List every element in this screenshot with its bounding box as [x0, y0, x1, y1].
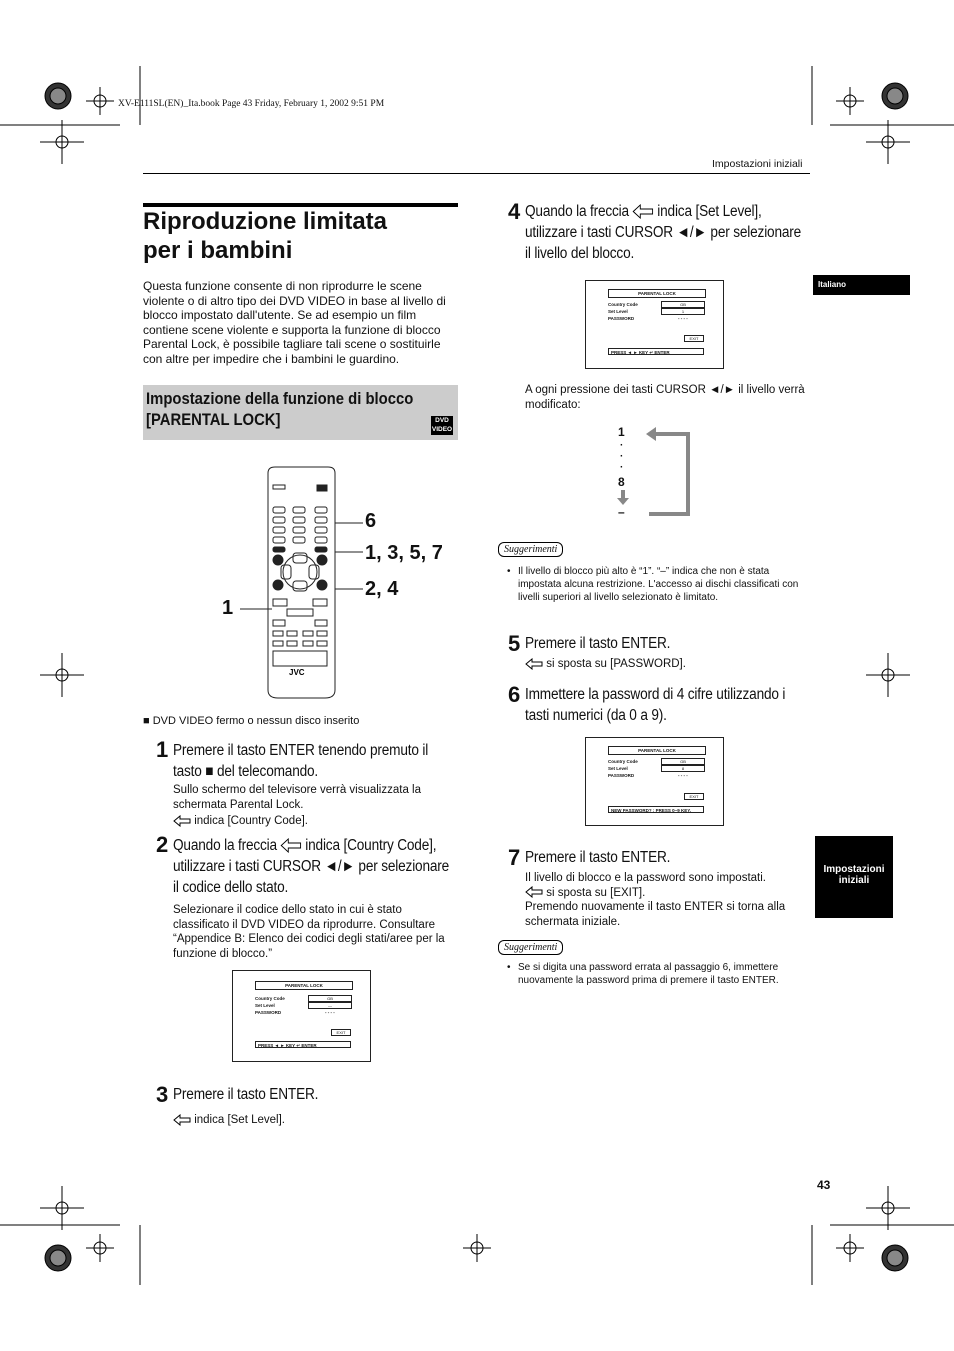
arrow-icon	[525, 658, 543, 670]
osd-newpass-bar	[608, 806, 704, 813]
osd-level: Set Level	[608, 766, 628, 771]
step1-text	[173, 740, 455, 782]
callout-1-left: 1	[222, 597, 234, 619]
osd-exit: EXIT	[331, 1029, 351, 1036]
step3-desc-row	[173, 1113, 285, 1128]
step1-desc	[173, 783, 463, 829]
step3-desc: indica [Set Level].	[194, 1114, 285, 1126]
step4-line1b: indica [Set Level],	[657, 203, 762, 220]
osd-screen-3	[585, 737, 724, 826]
tips-badge-1	[498, 542, 563, 557]
osd-password: PASSWORD	[608, 316, 635, 321]
step4-line1a: Quando la freccia	[525, 203, 629, 220]
step6-number: 6	[508, 682, 521, 707]
arrow-icon	[173, 815, 191, 827]
step2-line2: utilizzare i tasti CURSOR ◄/► per selezionare	[173, 858, 450, 875]
osd-country-value: GB	[661, 301, 705, 308]
chapter-tab	[815, 836, 893, 918]
step1-line2: tasto ■ del telecomando.	[173, 763, 319, 780]
step5-desc-row	[525, 657, 686, 672]
step2-text	[173, 835, 463, 898]
osd-title: PARENTAL LOCK	[638, 748, 676, 753]
step1-desc1: Sullo schermo del televisore verrà visualizzata la schermata Parental Lock.	[173, 784, 421, 811]
step4-line3: il livello del blocco.	[525, 245, 635, 262]
tip2-text: Se si digita una password errata al passaggio 6, immettere nuovamente la password prima di premere il tasto ENTER.	[518, 962, 779, 986]
intro-text: Questa funzione consente di non riprodurre le scene violente o di altro tipo dei DVD VIDEO in base al livello di blocco impostato dall'utente. Se ad esempio un film contiene scene violente e supporta la funzione di blocco Parental Lock, è possibile tagliare tali scene o sostituirle con altre per impedire che i bambini le guardino.	[143, 279, 446, 366]
osd-exit: EXIT	[684, 335, 704, 342]
page-title-line1: Riproduzione limitata	[143, 208, 388, 235]
step7-desc2: si sposta su [EXIT].	[546, 886, 646, 899]
step2-line3: il codice dello stato.	[173, 879, 289, 896]
section-header: Impostazioni iniziali	[712, 158, 803, 170]
level-dots: · · ·	[620, 440, 624, 473]
subsection-banner	[143, 385, 458, 440]
osd-press-bar	[608, 348, 704, 355]
osd-level-value: 1	[661, 308, 705, 315]
osd-press: PRESS ◄ ► KEY ↵ ENTER	[611, 350, 670, 355]
dvd-video-badge	[431, 416, 453, 435]
osd-newpass: NEW PASSWORD? : PRESS 0~9 KEY.	[611, 808, 692, 813]
osd-password: PASSWORD	[255, 1010, 282, 1015]
chapter-tab-line2: iniziali	[838, 875, 870, 886]
osd-press: PRESS ◄ ► KEY ↵ ENTER	[258, 1043, 317, 1048]
tips-badge-2	[498, 940, 563, 955]
step5-line1: Premere il tasto ENTER.	[525, 635, 671, 652]
osd-exit: EXIT	[684, 793, 704, 800]
step5-number: 5	[508, 631, 521, 656]
step2-number: 2	[156, 832, 169, 857]
osd-title: PARENTAL LOCK	[638, 291, 676, 296]
step4-line2: utilizzare i tasti CURSOR ◄/► per selezionare	[525, 224, 802, 241]
remote-illustration	[225, 465, 455, 705]
level-top: 1	[618, 425, 625, 439]
cycle-arrow-icon	[614, 425, 694, 520]
step7-desc3: Premendo nuovamente il tasto ENTER si torna alla schermata iniziale.	[525, 901, 786, 928]
level-dash: –	[618, 505, 625, 519]
osd-screen-2	[585, 280, 724, 369]
osd-country: Country Code	[608, 759, 638, 764]
step7-desc1: Il livello di blocco e la password sono impostati.	[525, 872, 766, 884]
step2-desc: Selezionare il codice dello stato in cui è stato classificato il DVD VIDEO da riprodurre. Consultare “Appendice B: Elenco dei codici degli stati/aree per la funzione di blocco.”	[173, 904, 445, 960]
tips-label: Suggerimenti	[504, 544, 558, 555]
step2-line1b: indica [Country Code],	[305, 837, 437, 854]
tips-label: Suggerimenti	[504, 942, 558, 953]
chapter-tab-line1: Impostazioni	[823, 864, 885, 875]
arrow-icon	[525, 886, 543, 898]
arrow-icon	[633, 204, 654, 219]
osd-title-box	[608, 289, 706, 298]
step4-number: 4	[508, 199, 521, 224]
subsection-title-line2: [PARENTAL LOCK]	[146, 411, 281, 429]
tip2: • Se si digita una password errata al passaggio 6, immettere nuovamente la password prima di premere il tasto ENTER.	[507, 961, 812, 987]
arrow-icon	[173, 1114, 191, 1126]
osd-press-bar	[255, 1041, 351, 1048]
step1-number: 1	[156, 737, 169, 762]
osd-screen-1	[232, 970, 371, 1062]
header-rule	[143, 173, 810, 174]
osd-country: Country Code	[255, 996, 285, 1001]
osd-title-box	[255, 981, 353, 990]
tip1: • Il livello di blocco più alto è “1”. “–” indica che non è stata impostata alcuna restrizione. L'accesso ai dischi classificati con livelli superiori al livello selezionato è limitato.	[507, 565, 807, 604]
callout-1357: 1, 3, 5, 7	[365, 542, 443, 564]
osd-password-value: - - - -	[325, 1010, 335, 1015]
osd-password-value: - - - -	[678, 773, 688, 778]
step3-line1: Premere il tasto ENTER.	[173, 1086, 319, 1103]
arrow-icon	[281, 838, 302, 853]
osd-level-value: —	[308, 1002, 352, 1009]
step1-line1: Premere il tasto ENTER tenendo premuto il	[173, 742, 429, 759]
step6-line2: tasti numerici (da 0 a 9).	[525, 707, 667, 724]
page-title-line2: per i bambini	[143, 237, 293, 264]
step3-number: 3	[156, 1082, 169, 1107]
remote-brand: JVC	[289, 668, 305, 677]
step6-line1: Immettere la password di 4 cifre utilizzando i	[525, 686, 786, 703]
osd-title-box	[608, 746, 706, 755]
step7-line1: Premere il tasto ENTER.	[525, 849, 671, 866]
step7-desc	[525, 871, 815, 929]
language-tab-label: Italiano	[818, 280, 847, 289]
osd-level: Set Level	[608, 309, 628, 314]
osd-password-value: - - - -	[678, 316, 688, 321]
step5-desc: si sposta su [PASSWORD].	[546, 658, 686, 670]
step1-desc2: indica [Country Code].	[194, 815, 308, 827]
page-title	[143, 207, 387, 265]
language-tab	[813, 275, 910, 295]
callout-24: 2, 4	[365, 578, 399, 600]
step2-line1a: Quando la freccia	[173, 837, 277, 854]
osd-level: Set Level	[255, 1003, 275, 1008]
file-info: XV-E111SL(EN)_Ita.book Page 43 Friday, February 1, 2002 9:51 PM	[118, 99, 385, 109]
step6-text	[525, 684, 815, 726]
condition-text: ■ DVD VIDEO fermo o nessun disco inserito	[143, 715, 360, 727]
osd-country-value: GB	[661, 758, 705, 765]
step4-text	[525, 201, 815, 264]
badge-top: DVD	[435, 417, 449, 424]
step4-desc: A ogni pressione dei tasti CURSOR ◄/► il livello verrà modificato:	[525, 384, 805, 411]
osd-country: Country Code	[608, 302, 638, 307]
level-bottom: 8	[618, 475, 625, 489]
callout-6: 6	[365, 510, 377, 532]
subsection-title-line1: Impostazione della funzione di blocco	[146, 390, 414, 408]
osd-country-value: GB	[308, 995, 352, 1002]
osd-title: PARENTAL LOCK	[285, 983, 323, 988]
tip1-text: Il livello di blocco più alto è “1”. “–” indica che non è stata impostata alcuna restrizione. L'accesso ai dischi classificati con livelli superiori al livello selezionato è limitato.	[518, 566, 799, 603]
page-number: 43	[817, 1178, 831, 1192]
badge-bottom: VIDEO	[431, 426, 453, 433]
step7-number: 7	[508, 845, 521, 870]
osd-password: PASSWORD	[608, 773, 635, 778]
subsection-title	[146, 389, 413, 431]
osd-level-value: 8	[661, 765, 705, 772]
